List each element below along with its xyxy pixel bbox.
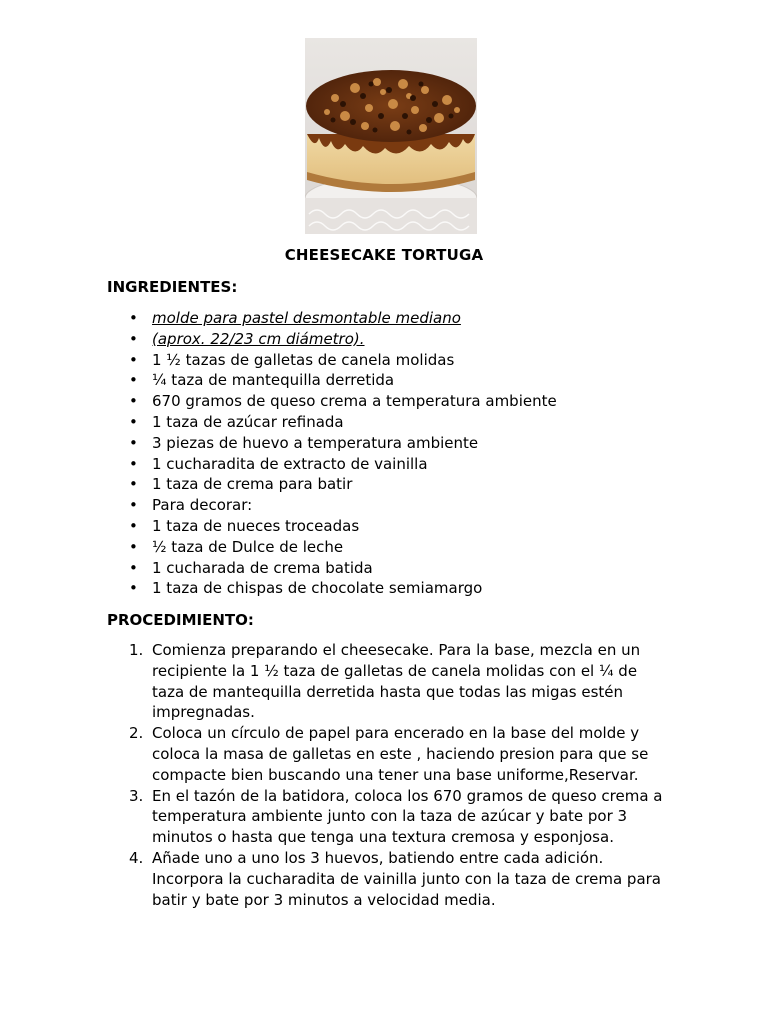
bullet: • [129,329,138,348]
ingredient-text: ½ taza de Dulce de leche [152,537,344,556]
ingredient-item [107,558,557,579]
ingredient-text: 1 cucharada de crema batida [152,558,373,577]
step-text: Añade uno a uno los 3 huevos, batiendo entre cada adición. Incorpora la cucharadita de vainilla junto con la taza de crema para batir y bate por 3 minutos a velocidad media. [152,848,662,909]
ingredient-item [107,329,557,350]
step-number: 3. [129,786,144,805]
ingredient-text: ¼ taza de mantequilla derretida [152,371,395,390]
step-text: Comienza preparando el cheesecake. Para la base, mezcla en un recipiente la 1 ½ taza de galletas de canela molidas con el ¼ de taza de mantequilla derretida hasta que todas las migas estén impregnadas. [152,641,641,722]
ingredient-text: 1 taza de crema para batir [152,475,353,494]
bullet: • [129,558,138,577]
ingredient-text: molde para pastel desmontable mediano [152,309,461,327]
ingredient-text: 670 gramos de queso crema a temperatura ambiente [152,392,557,411]
bullet: • [129,309,138,327]
procedure-step [107,786,667,848]
ingredient-item [107,370,557,391]
procedure-list [107,640,667,910]
ingredient-text: 1 taza de chispas de chocolate semiamargo [152,579,483,598]
procedure-step [107,723,667,785]
step-number: 4. [129,848,144,867]
ingredients-heading: INGREDIENTES: [107,278,238,296]
bullet: • [129,496,138,515]
ingredient-item [107,433,557,454]
ingredient-item [107,391,557,412]
bullet: • [129,392,138,411]
bullet: • [129,475,138,494]
bullet: • [129,350,138,369]
ingredient-item [107,412,557,433]
step-number: 1. [129,641,144,659]
ingredient-item [107,495,557,516]
bullet: • [129,412,138,431]
ingredient-item [107,516,557,537]
ingredients-list [107,308,557,599]
ingredient-text: 1 cucharadita de extracto de vainilla [152,454,428,473]
ingredient-text: (aprox. 22/23 cm diámetro). [152,329,365,348]
ingredient-text: 1 ½ tazas de galletas de canela molidas [152,350,455,369]
step-number: 2. [129,724,144,743]
ingredient-item [107,474,557,495]
ingredient-text: 1 taza de azúcar refinada [152,412,344,431]
ingredient-item [107,308,557,329]
recipe-title: CHEESECAKE TORTUGA [284,246,484,264]
ingredient-text: 3 piezas de huevo a temperatura ambiente [152,433,479,452]
bullet: • [129,433,138,452]
cheesecake-photo [305,38,477,234]
ingredient-item [107,578,557,599]
step-text: Coloca un círculo de papel para encerado en la base del molde y coloca la masa de galletas en este , haciendo presion para que se compacte bien buscando una tener una base uniforme,Reservar. [152,724,649,784]
procedure-step [107,848,667,910]
ingredient-text: 1 taza de nueces troceadas [152,516,360,535]
ingredient-item [107,454,557,475]
step-text: En el tazón de la batidora, coloca los 670 gramos de queso crema a temperatura ambiente junto con la taza de azúcar y bate por 3 minutos o hasta que tenga una textura cremosa y esponjosa. [152,786,663,847]
procedure-heading: PROCEDIMIENTO: [107,611,254,629]
bullet: • [129,516,138,535]
bullet: • [129,454,138,473]
bullet: • [129,371,138,390]
ingredient-item [107,350,557,371]
ingredient-text: Para decorar: [152,496,253,515]
bullet: • [129,579,138,598]
bullet: • [129,537,138,556]
ingredient-item [107,537,557,558]
procedure-step [107,640,667,723]
